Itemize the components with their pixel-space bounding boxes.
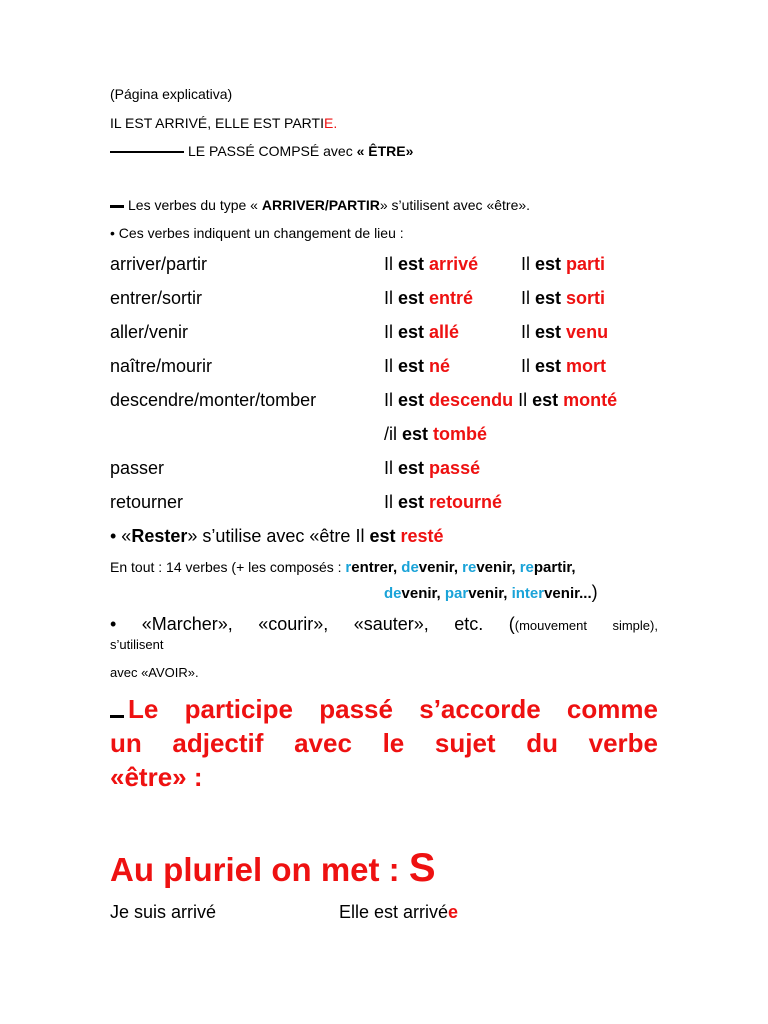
compose-item: devenir, [401, 559, 463, 576]
verb-form-b: Il est venu [521, 322, 609, 342]
composes-line: En tout : 14 verbes (+ les composés : rentrer, devenir, revenir, repartir, [110, 559, 576, 576]
accord-line-3: «être» : [110, 762, 203, 792]
accord-line-2: un adjectif avec le sujet du verbe [110, 728, 659, 758]
verb-infinitive: arriver/partir [110, 254, 208, 274]
verb-form-c: /il est tombé [384, 424, 488, 444]
types-pre: Les verbes du type « [128, 197, 262, 213]
composes-line-2: devenir, parvenir, intervenir...) [384, 582, 598, 602]
avoir-paren-word-1: (mouvement [514, 618, 587, 633]
verb-form-a: Il est né [384, 356, 451, 376]
verb-infinitive: entrer/sortir [110, 288, 203, 308]
avoir-line-1: • «Marcher», «courir», «sauter», etc. ((mouvement simple), [110, 614, 658, 634]
compose-item: rentrer, [345, 559, 402, 576]
dash-rule [110, 151, 184, 153]
title-ending: E [323, 115, 334, 131]
example-right: Elle est arrivée [339, 902, 459, 922]
verb-infinitive: aller/venir [110, 322, 189, 342]
compose-item: devenir, [384, 585, 445, 602]
pluriel-s: S [408, 846, 436, 890]
subtitle-lead: LE PASSÉ COMPSÉ avec [188, 143, 357, 159]
verb-form-a: Il est entré [384, 288, 474, 308]
compose-item: parvenir, [444, 585, 512, 602]
title-period: . [333, 115, 338, 131]
lieu-line: • Ces verbes indiquent un changement de lieu : [110, 225, 404, 241]
types-bold: ARRIVER/PARTIR [261, 197, 380, 213]
title-main: IL EST ARRIVÉ, ELLE EST PARTI [110, 115, 324, 131]
dash-bullet [110, 715, 124, 718]
compose-item: intervenir... [511, 585, 592, 602]
compose-item: revenir, [462, 559, 520, 576]
verb-infinitive: passer [110, 458, 165, 478]
subtitle [110, 143, 413, 159]
page-title [110, 115, 337, 131]
verb-form-b: Il est sorti [521, 288, 606, 308]
example-left: Je suis arrivé [110, 902, 217, 922]
verb-form-a: Il est arrivé [384, 254, 479, 274]
page-note: (Página explicativa) [110, 86, 233, 102]
verb-form-a: Il est retourné [384, 492, 503, 512]
types-line [110, 197, 530, 213]
verb-form-b: Il est mort [521, 356, 607, 376]
verb-infinitive: descendre/monter/tomber [110, 390, 317, 410]
avoir-line-3: avec «AVOIR». [110, 665, 199, 680]
subtitle-bold: « ÊTRE» [356, 143, 414, 159]
dash-bullet [110, 205, 124, 208]
rester-line: • «Rester» s’utilise avec «être Il est resté [110, 526, 444, 546]
verb-form-b: Il est parti [521, 254, 606, 274]
verb-infinitive: retourner [110, 492, 184, 512]
verb-infinitive: naître/mourir [110, 356, 213, 376]
accord-line-1: Le participe passé s’accorde comme [110, 694, 658, 725]
verb-form-a: Il est allé [384, 322, 460, 342]
verb-form-a: Il est descendu Il est monté [384, 390, 618, 410]
pluriel-heading: Au pluriel on met : S [110, 846, 436, 890]
verb-form-a: Il est passé [384, 458, 481, 478]
compose-item: repartir, [519, 559, 576, 576]
types-post: » s’utilisent avec «être». [379, 197, 531, 213]
avoir-line-2: s’utilisent [110, 637, 164, 652]
